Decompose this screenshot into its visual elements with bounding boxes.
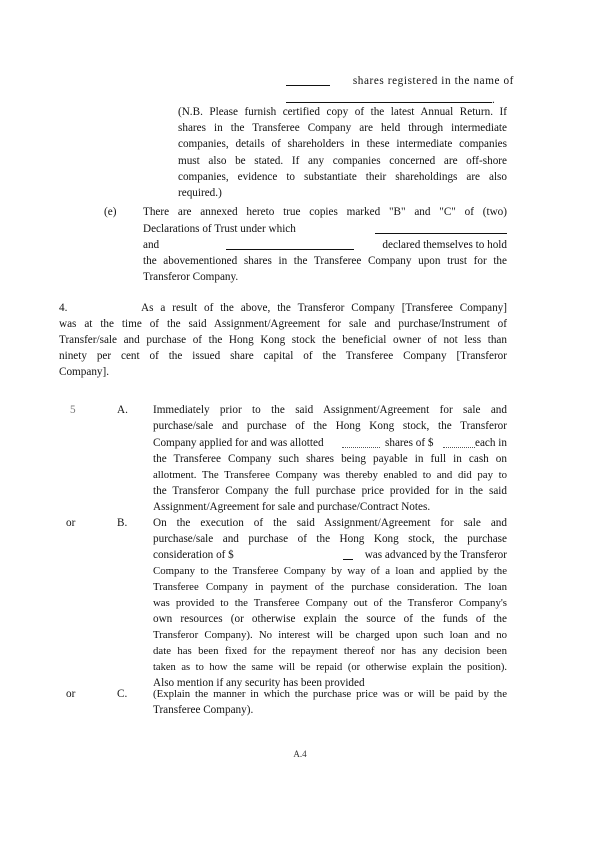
allotted-text: Company applied for and was allotted (153, 437, 324, 449)
option-b-line: date has been fixed for the repayment thereof nor has any decision been (153, 645, 507, 657)
share-par-value-blank (443, 437, 475, 448)
item-e-line: the abovementioned shares in the Transferee Company upon trust for the (143, 255, 507, 267)
advanced-text: was advanced by the Transferor (364, 549, 507, 561)
para-4-number: 4. (59, 302, 68, 314)
allotted-shares-blank (342, 437, 380, 448)
option-b-line (153, 549, 507, 562)
nb-note-line: companies, details of shareholders in these intermediate companies (178, 138, 507, 150)
registered-name-blank (286, 92, 492, 103)
period: . (492, 94, 495, 106)
para-4-line: Company]. (59, 366, 110, 378)
shares-registered-line (286, 75, 514, 90)
option-a-line: allotment. The Transferee Company was thereby enabled to and did pay to (153, 469, 507, 481)
nb-note-line: required.) (178, 187, 222, 199)
item-e-line (143, 239, 507, 252)
option-b-line: was provided to the Transferee Company out of the Transferor Company's (153, 597, 507, 609)
option-a-label: A. (117, 404, 128, 416)
option-b-line: taken as to how the same will be repaid (or otherwise explain the position). (153, 662, 507, 673)
option-a-line: the Transferor Company the full purchase price provided for in the said (153, 485, 507, 497)
item-e-line: There are annexed hereto true copies marked "B" and "C" of (two) (143, 206, 507, 218)
nb-note-line: (N.B. Please furnish certified copy of the latest Annual Return. If (178, 106, 507, 118)
page-footer-label: A.4 (293, 749, 307, 759)
option-b-connector: or (66, 517, 76, 529)
option-b-line: own resources (or otherwise explain the source of the funds of the (153, 613, 507, 625)
option-b-line: purchase/sale and purchase of the Hong Kong stock, the purchase (153, 533, 507, 545)
option-b-label: B. (117, 517, 128, 529)
option-b-line: On the execution of the said Assignment/Agreement for sale and (153, 517, 507, 529)
option-c-label: C. (117, 688, 128, 700)
option-c-connector: or (66, 688, 76, 700)
option-b-line: Company to the Transferee Company by way of a loan and applied by the (153, 565, 507, 577)
option-a-line: Assignment/Agreement for sale and purchase/Contract Notes. (153, 501, 431, 513)
nb-note-line: must also be stated. If any companies concerned are off-shore (178, 155, 507, 167)
nb-note-line: shares in the Transferee Company are held through intermediate (178, 122, 507, 134)
each-in-text: each in (475, 437, 507, 449)
para-4-line: Transfer/sale and purchase of the Hong Kong stock the beneficial owner of not less than (59, 334, 507, 346)
item-e-line (143, 223, 507, 236)
para-5-number: 5 (70, 404, 76, 416)
option-a-line (153, 437, 507, 450)
shares-count-blank (286, 75, 330, 86)
declared-text: declared themselves to hold (382, 239, 507, 251)
para-4-line: As a result of the above, the Transferor Company [Transferee Company] (141, 302, 507, 314)
option-b-line: Also mention if any security has been provided (153, 677, 365, 689)
shares-of-text: shares of $ (385, 437, 434, 449)
option-a-line: Immediately prior to the said Assignment/Agreement for sale and (153, 404, 507, 416)
option-c-line: Transferee Company). (153, 704, 254, 716)
para-4-line: ninety per cent of the issued share capital of the Transferee Company [Transferor (59, 350, 507, 362)
trustee-name-blank (375, 223, 507, 234)
consideration-text: consideration of $ (153, 549, 234, 561)
option-c-line: (Explain the manner in which the purchase price was or will be paid by the (153, 688, 507, 700)
option-a-line: the Transferee Company such shares being payable in full in cash on (153, 453, 507, 465)
second-trustee-blank (226, 239, 354, 250)
and-text: and (143, 239, 160, 251)
registered-name-line (286, 92, 495, 107)
option-a-line: purchase/sale and purchase of the Hong Kong stock, the Transferor (153, 420, 507, 432)
declarations-text: Declarations of Trust under which (143, 223, 296, 235)
consideration-amount-blank (343, 549, 353, 560)
item-e-line: Transferor Company. (143, 271, 239, 283)
shares-registered-text: shares registered in the name of (352, 75, 514, 87)
option-b-line: Transferee Company in payment of the purchase consideration. The loan (153, 581, 507, 593)
option-b-line: Transferor Company). No interest will be charged upon such loan and no (153, 629, 507, 641)
nb-note-line: companies, evidence to substantiate their shareholdings are also (178, 171, 507, 183)
para-4-line: was at the time of the said Assignment/Agreement for sale and purchase/Instrument of (59, 318, 507, 330)
item-e-label: (e) (104, 206, 117, 218)
